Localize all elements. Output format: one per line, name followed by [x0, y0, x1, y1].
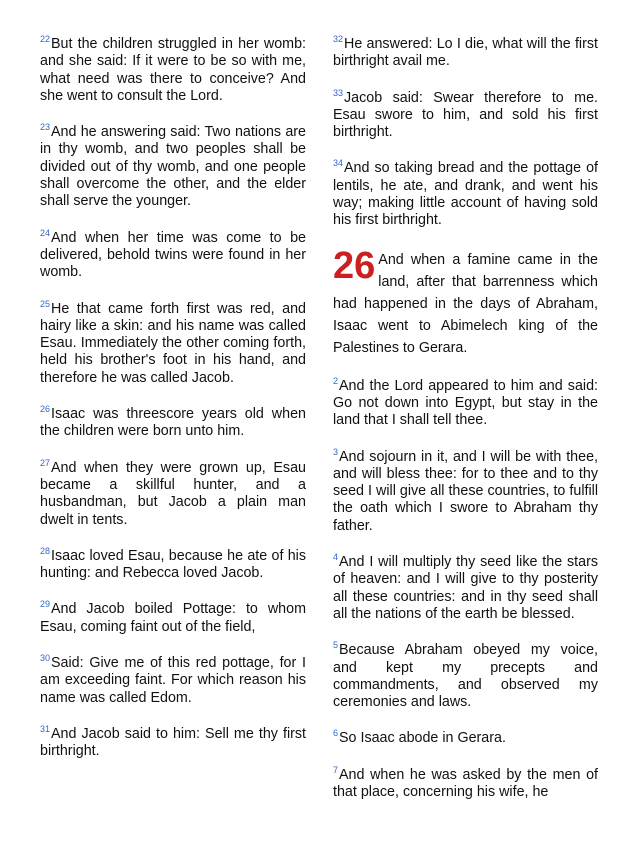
verse — [40, 298, 306, 387]
verse-number: 5 — [333, 640, 339, 651]
verse — [40, 36, 306, 105]
verse-text: Because Abraham obeyed my voice, and kept my precepts and commandments, and observed my ceremonies and laws. — [333, 642, 598, 711]
verse-number: 6 — [333, 728, 339, 739]
verse-number: 32 — [333, 34, 344, 44]
verse-text: And when they were grown up, Esau became a skillful hunter, and a husbandman, but Jacob a plain man dwelt in tents. — [40, 459, 306, 528]
verse — [333, 730, 598, 747]
verse-text: And he answering said: Two nations are in thy womb, and two peoples shall be divided out of thy womb, and one people shall overcome the other, and the elder shall serve the younger. — [40, 124, 306, 210]
verse-text: He that came forth first was red, and hairy like a skin: and his name was called Esau. Immediately the other coming forth, held his brother's foot in his hand, and therefore he was called Jacob. — [40, 300, 306, 386]
verse-number: 31 — [40, 723, 51, 734]
verse-number: 34 — [333, 158, 344, 169]
verse — [40, 545, 306, 583]
verse-text: And the Lord appeared to him and said: Go not down into Egypt, but stay in the land that I shall tell thee. — [333, 377, 598, 429]
verse-number: 23 — [40, 122, 51, 133]
chapter-number: 26 — [333, 244, 376, 287]
verse-number: 25 — [40, 298, 51, 309]
verse-text: Said: Give me of this red pottage, for I am exceeding faint. For which reason his name was called Edom. — [40, 655, 306, 706]
verse — [40, 124, 306, 210]
verse-text: But the children struggled in her womb: and she said: If it were to be so with me, what need was there to conceive? And she went to consult the Lord. — [40, 36, 306, 104]
verse — [333, 446, 598, 535]
verse — [40, 457, 306, 529]
verse-text: And Jacob boiled Pottage: to whom Esau, coming faint out of the field, — [40, 601, 306, 635]
verse-text: He answered: Lo I die, what will the first birthright avail me. — [333, 36, 598, 70]
verse-number: 29 — [40, 599, 51, 610]
verse-number: 26 — [40, 404, 51, 415]
verse — [40, 723, 306, 761]
verse-number: 33 — [333, 87, 344, 98]
verse-text: Isaac loved Esau, because he ate of his hunting: and Rebecca loved Jacob. — [40, 547, 306, 582]
verse-text: And sojourn in it, and I will be with thee, and will bless thee: for to thee and to thy seed I will give all these countries, to fulfill the oath which I swore to Abraham thy father. — [333, 448, 598, 534]
right-column — [333, 36, 598, 820]
chapter-opening-verse — [333, 244, 598, 359]
verse-number: 28 — [40, 545, 51, 556]
verse — [333, 764, 598, 802]
verse-number: 4 — [333, 552, 339, 563]
verse-number: 7 — [333, 764, 339, 775]
verse — [333, 554, 598, 623]
verse — [40, 601, 306, 636]
verse-number: 24 — [40, 227, 51, 238]
verse-text: And I will multiply thy seed like the stars of heaven: and I will give to thy posterity all these countries: and in thy seed shall all the nations of the earth be blessed. — [333, 554, 598, 622]
verse — [333, 160, 598, 229]
verse-text: So Isaac abode in Gerara. — [339, 730, 506, 747]
verse-text: Jacob said: Swear therefore to me. Esau swore to him, and sold his first birthright. — [333, 89, 598, 141]
verse-text: And when he was asked by the men of that place, concerning his wife, he — [333, 766, 598, 801]
verse — [40, 655, 306, 707]
verse-text: And when a famine came in the land, after that barrenness which had happened in the days of Abraham, Isaac went to Abimelech king of the Palestines to Gerara. — [333, 251, 598, 356]
verse-text: And so taking bread and the pottage of lentils, he ate, and drank, and went his way; making little account of having sold his first birthright. — [333, 160, 598, 229]
left-column — [40, 36, 306, 780]
verse-text: And when her time was come to be delivered, behold twins were found in her womb. — [40, 229, 306, 281]
verse-text: Isaac was threescore years old when the children were born unto him. — [40, 406, 306, 440]
verse — [333, 36, 598, 71]
verse — [333, 87, 598, 142]
verse-number: 22 — [40, 34, 51, 44]
verse — [40, 227, 306, 282]
verse — [333, 642, 598, 711]
verse-text: And Jacob said to him: Sell me thy first birthright. — [40, 725, 306, 760]
verse-number: 27 — [40, 457, 51, 468]
verse-number: 30 — [40, 653, 51, 664]
verse — [40, 406, 306, 441]
verse-number: 2 — [333, 375, 339, 386]
verse — [333, 375, 598, 430]
verse-number: 3 — [333, 446, 339, 457]
